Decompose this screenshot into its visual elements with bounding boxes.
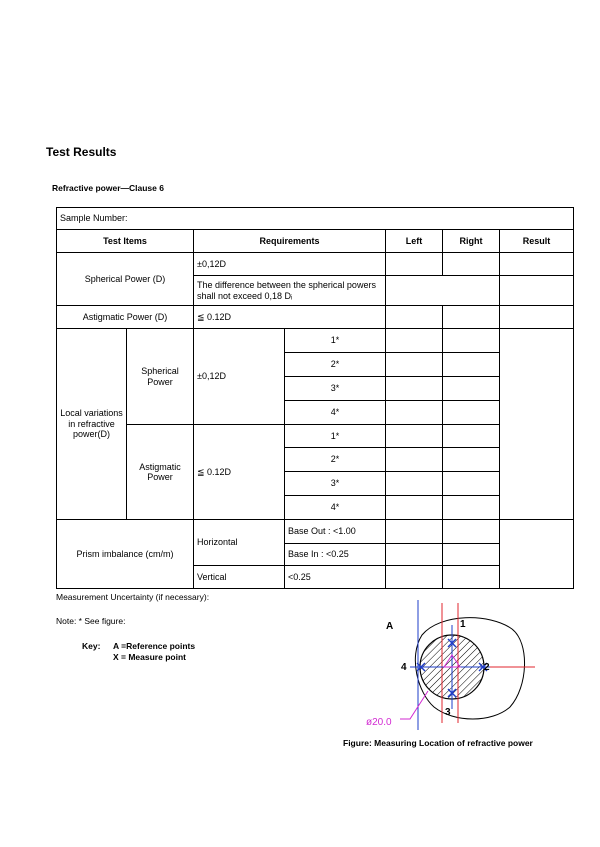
header-right: Right xyxy=(443,230,500,253)
point-label: 3* xyxy=(285,377,386,401)
cell-left xyxy=(386,401,443,425)
astigmatic-power-label: Astigmatic Power (D) xyxy=(57,306,194,329)
results-table xyxy=(56,207,574,589)
cell-left xyxy=(386,496,443,520)
cell-right xyxy=(443,329,500,353)
cell-result xyxy=(500,520,574,589)
point-label: 1* xyxy=(285,329,386,353)
prism-base-in: Base In : <0.25 xyxy=(285,544,386,566)
spherical-req-tolerance: ±0,12D xyxy=(194,253,386,276)
measurement-uncertainty: Measurement Uncertainty (if necessary): xyxy=(56,592,210,602)
label-a: A xyxy=(386,621,394,632)
prism-vertical-label: Vertical xyxy=(194,566,285,589)
spherical-power-label: Spherical Power (D) xyxy=(57,253,194,306)
cell-right xyxy=(443,253,500,276)
cell-right xyxy=(443,448,500,472)
cell-right xyxy=(443,425,500,448)
sample-number-label: Sample Number: xyxy=(57,208,574,230)
point-label: 1* xyxy=(285,425,386,448)
point-label: 4* xyxy=(285,401,386,425)
key-label: Key: xyxy=(82,641,101,651)
key-measure-point: X = Measure point xyxy=(113,652,186,662)
point-label: 2* xyxy=(285,448,386,472)
header-test-items: Test Items xyxy=(57,230,194,253)
label-point-4: 4 xyxy=(401,662,407,673)
label-point-3: 3 xyxy=(445,707,451,718)
cell-left xyxy=(386,253,443,276)
prism-horizontal-label: Horizontal xyxy=(194,520,285,566)
prism-vertical-req: <0.25 xyxy=(285,566,386,589)
cell-left xyxy=(386,448,443,472)
cell-left xyxy=(386,306,443,329)
cell-right xyxy=(443,353,500,377)
cell-left xyxy=(386,520,443,544)
diameter-leader xyxy=(400,691,428,719)
cell-result xyxy=(500,306,574,329)
cell-right xyxy=(443,544,500,566)
cell-left xyxy=(386,425,443,448)
cell-right xyxy=(443,472,500,496)
label-point-1: 1 xyxy=(460,619,466,630)
measuring-location-figure xyxy=(360,595,540,735)
local-spherical-req: ±0,12D xyxy=(194,329,285,425)
cell-left xyxy=(386,377,443,401)
prism-base-out: Base Out : <1.00 xyxy=(285,520,386,544)
section-subtitle: Refractive power—Clause 6 xyxy=(52,183,164,193)
astigmatic-req: ≦ 0.12D xyxy=(194,306,386,329)
cell-right xyxy=(443,377,500,401)
cell-result xyxy=(500,253,574,276)
spherical-req-difference: The difference between the spherical powers shall not exceed 0,18 Dᵢ xyxy=(194,276,386,306)
cell-result xyxy=(500,276,574,306)
prism-label: Prism imbalance (cm/m) xyxy=(57,520,194,589)
local-spherical-label: Spherical Power xyxy=(127,329,194,425)
label-point-2: 2 xyxy=(484,662,490,673)
figure-caption: Figure: Measuring Location of refractive power xyxy=(343,738,533,748)
cell-right xyxy=(443,520,500,544)
local-variations-label: Local variations in refractive power(D) xyxy=(57,329,127,520)
cell-left-right xyxy=(386,276,500,306)
note-see-figure: Note: * See figure: xyxy=(56,616,126,626)
header-left: Left xyxy=(386,230,443,253)
cell-result xyxy=(500,329,574,520)
local-astigmatic-label: Astigmatic Power xyxy=(127,425,194,520)
cell-left xyxy=(386,566,443,589)
cell-right xyxy=(443,401,500,425)
point-label: 3* xyxy=(285,472,386,496)
point-label: 4* xyxy=(285,496,386,520)
local-astigmatic-req: ≦ 0.12D xyxy=(194,425,285,520)
label-diameter: ø20.0 xyxy=(366,717,392,728)
cell-left xyxy=(386,544,443,566)
header-result: Result xyxy=(500,230,574,253)
header-requirements: Requirements xyxy=(194,230,386,253)
page-title: Test Results xyxy=(46,145,117,159)
cell-left xyxy=(386,472,443,496)
key-reference-points: A =Reference points xyxy=(113,641,196,651)
cell-right xyxy=(443,306,500,329)
cell-left xyxy=(386,329,443,353)
point-label: 2* xyxy=(285,353,386,377)
cell-right xyxy=(443,566,500,589)
cell-right xyxy=(443,496,500,520)
cell-left xyxy=(386,353,443,377)
